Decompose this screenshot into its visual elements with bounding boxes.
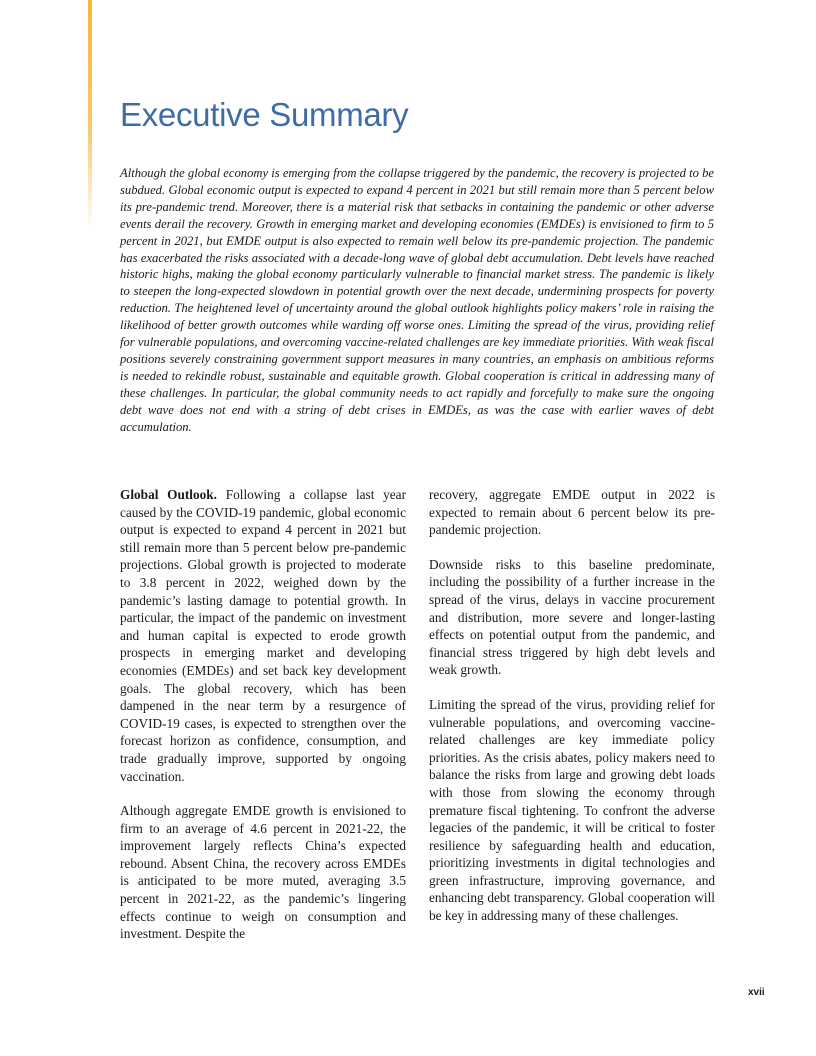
global-outlook-text: Following a collapse last year caused by the COVID-19 pandemic, global economic output is expected to expand 4 percent in 2021 but still remain more than 5 percent below pre-pandemic projections. Global growth is projected to moderate to 3.8 percent in 2022, weighed down by the pandemic’s lasting damage to potential growth. In particular, the impact of the pandemic on investment and human capital is expected to erode growth prospects in emerging market and developing economies (EMDEs) and set back key development goals. The global recovery, which has been dampened in the near term by a resurgence of COVID-19 cases, is expected to strengthen over the forecast horizon as confidence, consumption, and trade gradually improve, supported by ongoing vaccination. [120,487,407,784]
summary-paragraph: Although the global economy is emerging from the collapse triggered by the pandemic, the recovery is projected to be subdued. Global economic output is expected to expand 4 percent in 2021 but still remain more than 5 percent below its pre-pandemic trend. Moreover, there is a material risk that setbacks in containing the pandemic or other adverse events derail the recovery. Growth in emerging market and developing economies (EMDEs) is envisioned to firm to 5 percent in 2021, but EMDE output is also expected to remain well below its pre-pandemic projection. The pandemic has exacerbated the risks associated with a decade-long wave of global debt accumulation. Debt levels have reached historic highs, making the global economy particularly vulnerable to financial market stress. The pandemic is likely to steepen the long-expected slowdown in potential growth over the next decade, undermining prospects for poverty reduction. The heightened level of uncertainty around the global outlook highlights policy makers’ role in raising the likelihood of better growth outcomes while warding off worse ones. Limiting the spread of the virus, providing relief for vulnerable populations, and overcoming vaccine-related challenges are key immediate priorities. With weak fiscal positions severely constraining government support measures in many countries, an emphasis on ambitious reforms is needed to rekindle robust, sustainable and equitable growth. Global cooperation is critical in addressing many of these challenges. In particular, the global community needs to act rapidly and forcefully to make sure the ongoing debt wave does not end with a string of debt crises in EMDEs, as was the case with earlier waves of debt accumulation. [120,166,714,434]
page-title: Executive Summary [120,96,409,133]
accent-bar [88,0,92,230]
global-outlook-heading: Global Outlook. [120,487,218,502]
body-column-left [120,486,406,960]
emde-growth-paragraph-part2: recovery, aggregate EMDE output in 2022 is expected to remain about 6 percent below its pre-pandemic projection. [429,487,715,538]
policy-priorities-paragraph: Limiting the spread of the virus, providing relief for vulnerable populations, and overcoming vaccine-related challenges are key immediate policy priorities. As the crisis abates, policy makers need to balance the risks from large and growing debt loads with those from slowing the economy through premature fiscal tightening. To confront the adverse legacies of the pandemic, it will be critical to foster resilience by safeguarding health and education, prioritizing investments in digital technologies and green infrastructure, improving governance, and enhancing debt transparency. Global cooperation will be key in addressing many of these challenges. [429,696,715,924]
body-column-right [429,486,715,942]
global-outlook-paragraph [120,486,406,785]
downside-risks-paragraph: Downside risks to this baseline predominate, including the possibility of a further increase in the spread of the virus, delays in vaccine procurement and distribution, more severe and longer-lasting effects on potential output from the pandemic, and financial stress triggered by high debt levels and weak growth. [429,556,715,678]
emde-growth-paragraph-part1: Although aggregate EMDE growth is envisioned to firm to an average of 4.6 percent in 2021-22, the improvement largely reflects China’s expected rebound. Absent China, the recovery across EMDEs is anticipated to be more muted, averaging 3.5 percent in 2021-22, as the pandemic’s lingering effects continue to weigh on consumption and investment. Despite the [120,803,406,942]
page-number: xvii [748,987,765,998]
